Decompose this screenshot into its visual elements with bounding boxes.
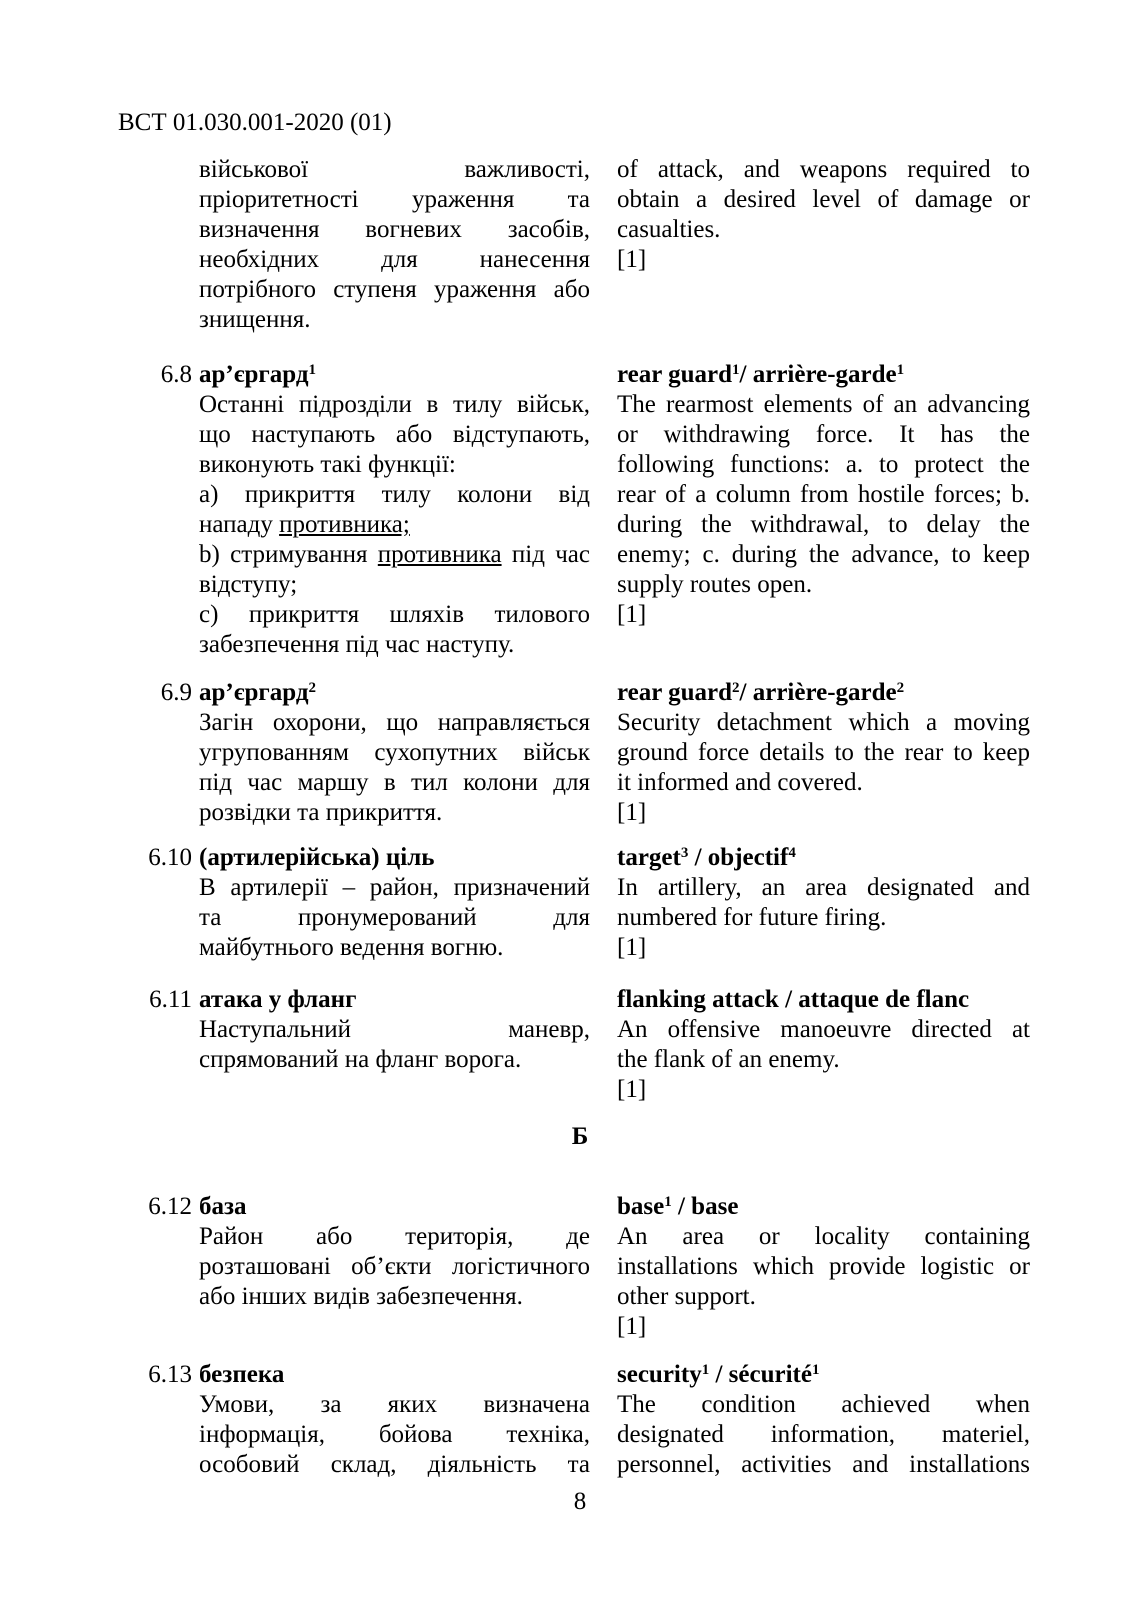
text-segment: знищення.: [199, 306, 311, 333]
definition-paragraph: [199, 708, 590, 828]
text-segment: a) прикриття тилу колони від: [199, 481, 590, 508]
text-segment: An offensive manoeuvre directed at: [617, 1016, 1030, 1043]
definition-paragraph: [617, 390, 1030, 600]
text-segment: ар’єргард: [199, 679, 309, 706]
glossary-entry: [130, 1192, 1030, 1342]
text-segment: угрупованням сухопутних військ: [199, 739, 590, 766]
text-line: [617, 1450, 1030, 1480]
text-line: [617, 540, 1030, 570]
text-segment: / base: [671, 1193, 739, 1220]
term-translation: [617, 1192, 1030, 1222]
text-line: [617, 708, 1030, 738]
text-line: [617, 1282, 1030, 1312]
text-line: [199, 768, 590, 798]
text-line: [199, 600, 590, 630]
text-segment: / sécurité: [709, 1361, 812, 1388]
glossary-entry: [130, 1360, 1030, 1480]
text-segment: військової важливості,: [199, 156, 590, 183]
underlined-term: противника: [377, 541, 502, 568]
text-line: [199, 480, 590, 510]
text-line: [617, 390, 1030, 420]
entry-translation-column: [617, 843, 1030, 963]
text-line: [617, 450, 1030, 480]
text-segment: during the withdrawal, to delay the: [617, 511, 1030, 538]
text-line: [617, 1312, 1030, 1342]
term-ukrainian: [199, 843, 590, 873]
entry-ukrainian-column: [192, 360, 590, 660]
entry-ukrainian-column: [192, 1192, 590, 1312]
text-segment: особовий склад, діяльність та: [199, 1451, 590, 1478]
glossary-entry: [130, 985, 1030, 1105]
text-segment: The condition achieved when: [617, 1391, 1030, 1418]
page-number: 8: [573, 1488, 587, 1515]
definition-paragraph: [199, 600, 590, 660]
text-segment: атака у фланг: [199, 986, 357, 1013]
text-segment: база: [199, 1193, 247, 1220]
text-line: [617, 1420, 1030, 1450]
text-line: [199, 305, 590, 335]
text-segment: Умови, за яких визначена: [199, 1391, 590, 1418]
text-line: [617, 798, 1030, 828]
text-line: [617, 768, 1030, 798]
text-segment: rear guard: [617, 361, 733, 388]
continuation-row: [130, 155, 1030, 335]
text-segment: під час маршу в тил колони для: [199, 769, 590, 796]
text-segment: або інших видів забезпечення.: [199, 1283, 523, 1310]
definition-paragraph: [617, 155, 1030, 245]
footnote-superscript: 1: [664, 1193, 672, 1210]
term-ukrainian: [199, 1192, 590, 1222]
text-line: [199, 1420, 590, 1450]
definition-paragraph: [199, 480, 590, 540]
term-ukrainian: [199, 1360, 590, 1390]
text-line: [199, 185, 590, 215]
text-segment: безпека: [199, 1361, 285, 1388]
text-segment: що наступають або відступають,: [199, 421, 590, 448]
definition-paragraph: [617, 1075, 1030, 1105]
text-segment: enemy; c. during the advance, to keep: [617, 541, 1030, 568]
text-segment: [1]: [617, 246, 647, 273]
entry-ukrainian-column: [192, 843, 590, 963]
text-segment: виконують такі функції:: [199, 451, 456, 478]
term-ukrainian: [199, 678, 590, 708]
text-line: [199, 1450, 590, 1480]
definition-paragraph: [617, 600, 1030, 630]
text-line: [199, 873, 590, 903]
entry-translation-column: [617, 155, 1030, 275]
glossary-entry: [130, 360, 1030, 660]
text-segment: rear of a column from hostile forces; b.: [617, 481, 1030, 508]
text-line: [617, 245, 1030, 275]
text-line: [199, 738, 590, 768]
document-header: ВСТ 01.030.001-2020 (01): [118, 109, 392, 136]
text-line: [617, 933, 1030, 963]
text-segment: розташовані об’єкти логістичного: [199, 1253, 590, 1280]
definition-paragraph: [617, 1312, 1030, 1342]
definition-paragraph: [199, 540, 590, 600]
text-segment: інформація, бойова техніка,: [199, 1421, 590, 1448]
text-segment: розвідки та прикриття.: [199, 799, 443, 826]
text-line: [199, 450, 590, 480]
text-segment: installations which provide logistic or: [617, 1253, 1030, 1280]
text-line: [617, 185, 1030, 215]
term-ukrainian: [199, 360, 590, 390]
entry-number: 6.12: [148, 1193, 192, 1220]
text-segment: or withdrawing force. It has the: [617, 421, 1030, 448]
text-line: [199, 215, 590, 245]
text-segment: [1]: [617, 934, 647, 961]
text-segment: спрямований на фланг ворога.: [199, 1046, 522, 1073]
definition-paragraph: [617, 708, 1030, 798]
text-line: [617, 1075, 1030, 1105]
text-line: [199, 570, 590, 600]
text-segment: під час: [501, 541, 590, 568]
text-line: [617, 738, 1030, 768]
text-segment: designated information, materiel,: [617, 1421, 1030, 1448]
entry-number: 6.10: [148, 844, 192, 871]
text-segment: [1]: [617, 601, 647, 628]
definition-paragraph: [199, 1015, 590, 1075]
text-segment: / objectif: [688, 844, 789, 871]
text-segment: of attack, and weapons required to: [617, 156, 1030, 183]
text-line: [199, 798, 590, 828]
text-line: [617, 480, 1030, 510]
text-line: [199, 1282, 590, 1312]
text-segment: obtain a desired level of damage or: [617, 186, 1030, 213]
text-segment: casualties.: [617, 216, 721, 243]
text-line: [199, 540, 590, 570]
footnote-superscript: 3: [680, 844, 689, 861]
entry-number: 6.9: [160, 679, 192, 706]
footnote-superscript: 1: [811, 1361, 820, 1378]
definition-paragraph: [617, 245, 1030, 275]
text-line: [199, 390, 590, 420]
footnote-superscript: 2: [732, 679, 740, 696]
footnote-superscript: 2: [896, 679, 905, 696]
text-segment: Наступальний маневр,: [199, 1016, 590, 1043]
text-line: [199, 903, 590, 933]
text-segment: Останні підрозділи в тилу військ,: [199, 391, 590, 418]
term-translation: [617, 1360, 1030, 1390]
entry-translation-column: [617, 1192, 1030, 1342]
definition-paragraph: [199, 873, 590, 963]
underlined-term: противника;: [279, 511, 410, 538]
text-segment: c) прикриття шляхів тилового: [199, 601, 590, 628]
definition-paragraph: [617, 1222, 1030, 1312]
text-segment: [1]: [617, 1313, 647, 1340]
text-segment: визначення вогневих засобів,: [199, 216, 590, 243]
text-line: [617, 155, 1030, 185]
text-segment: необхідних для нанесення: [199, 246, 590, 273]
text-segment: target: [617, 844, 681, 871]
entry-number: 6.13: [148, 1361, 192, 1388]
text-segment: rear guard: [617, 679, 733, 706]
definition-paragraph: [617, 873, 1030, 933]
text-line: [199, 708, 590, 738]
text-segment: та пронумерований для: [199, 904, 590, 931]
definition-paragraph: [617, 1390, 1030, 1480]
entry-translation-column: [617, 1360, 1030, 1480]
text-segment: The rearmost elements of an advancing: [617, 391, 1030, 418]
text-segment: (артилерійська) ціль: [199, 844, 435, 871]
text-segment: [1]: [617, 1076, 647, 1103]
text-segment: ground force details to the rear to keep: [617, 739, 1030, 766]
term-translation: [617, 360, 1030, 390]
text-segment: b) стримування: [199, 541, 378, 568]
footnote-superscript: 1: [896, 361, 905, 378]
text-line: [617, 1252, 1030, 1282]
text-segment: Загін охорони, що направляється: [199, 709, 590, 736]
text-segment: нападу: [199, 511, 280, 538]
text-segment: / arrière-garde: [739, 679, 897, 706]
glossary-entry: [130, 843, 1030, 963]
text-segment: пріоритетності ураження та: [199, 186, 590, 213]
text-line: [617, 1222, 1030, 1252]
text-line: [199, 1390, 590, 1420]
entry-translation-column: [617, 985, 1030, 1105]
text-segment: following functions: a. to protect the: [617, 451, 1030, 478]
glossary-content: [130, 155, 1030, 1480]
text-segment: numbered for future firing.: [617, 904, 887, 931]
footnote-superscript: 1: [732, 361, 740, 378]
text-segment: ар’єргард: [199, 361, 309, 388]
text-line: [617, 1045, 1030, 1075]
text-line: [199, 420, 590, 450]
text-segment: An area or locality containing: [617, 1223, 1030, 1250]
text-segment: supply routes open.: [617, 571, 813, 598]
definition-paragraph: [617, 933, 1030, 963]
term-translation: [617, 985, 1030, 1015]
definition-paragraph: [617, 798, 1030, 828]
text-segment: base: [617, 1193, 665, 1220]
term-translation: [617, 678, 1030, 708]
text-segment: Район або територія, де: [199, 1223, 590, 1250]
term-translation: [617, 843, 1030, 873]
text-line: [199, 245, 590, 275]
text-line: [617, 570, 1030, 600]
text-segment: [1]: [617, 799, 647, 826]
entry-translation-column: [617, 678, 1030, 828]
text-segment: забезпечення під час наступу.: [199, 631, 515, 658]
text-line: [199, 933, 590, 963]
entry-translation-column: [617, 360, 1030, 630]
footnote-superscript: 1: [308, 361, 317, 378]
text-line: [199, 1222, 590, 1252]
section-letter-heading: Б: [571, 1123, 589, 1150]
entry-ukrainian-column: [192, 985, 590, 1075]
text-line: [617, 1390, 1030, 1420]
text-line: [617, 873, 1030, 903]
text-line: [617, 1015, 1030, 1045]
text-line: [617, 600, 1030, 630]
text-segment: відступу;: [199, 571, 298, 598]
text-line: [617, 215, 1030, 245]
entry-number: 6.11: [149, 986, 192, 1013]
text-segment: flanking attack / attaque de flanc: [617, 986, 970, 1013]
definition-paragraph: [199, 1390, 590, 1480]
text-segment: it informed and covered.: [617, 769, 863, 796]
text-segment: the flank of an enemy.: [617, 1046, 840, 1073]
text-line: [199, 1252, 590, 1282]
entry-ukrainian-column: [192, 678, 590, 828]
text-segment: В артилерії – район, призначений: [199, 874, 590, 901]
footnote-superscript: 1: [701, 1361, 710, 1378]
text-line: [199, 1045, 590, 1075]
text-segment: майбутнього ведення вогню.: [199, 934, 504, 961]
entry-ukrainian-column: [192, 155, 590, 335]
text-line: [199, 1015, 590, 1045]
text-line: [199, 630, 590, 660]
text-line: [617, 420, 1030, 450]
text-segment: / arrière-garde: [739, 361, 897, 388]
text-line: [199, 275, 590, 305]
text-segment: In artillery, an area designated and: [617, 874, 1030, 901]
footnote-superscript: 2: [308, 679, 317, 696]
text-line: [617, 903, 1030, 933]
text-segment: security: [617, 1361, 702, 1388]
text-segment: Security detachment which a moving: [617, 709, 1030, 736]
text-segment: other support.: [617, 1283, 756, 1310]
term-ukrainian: [199, 985, 590, 1015]
entry-ukrainian-column: [192, 1360, 590, 1480]
definition-paragraph: [617, 1015, 1030, 1075]
footnote-superscript: 4: [788, 844, 796, 861]
definition-paragraph: [199, 1222, 590, 1312]
glossary-entry: [130, 678, 1030, 828]
entry-number: 6.8: [160, 361, 192, 388]
text-line: [199, 155, 590, 185]
text-segment: personnel, activities and installations: [617, 1451, 1030, 1478]
text-line: [617, 510, 1030, 540]
text-line: [199, 510, 590, 540]
definition-paragraph: [199, 155, 590, 335]
definition-paragraph: [199, 390, 590, 480]
text-segment: потрібного ступеня ураження або: [199, 276, 590, 303]
